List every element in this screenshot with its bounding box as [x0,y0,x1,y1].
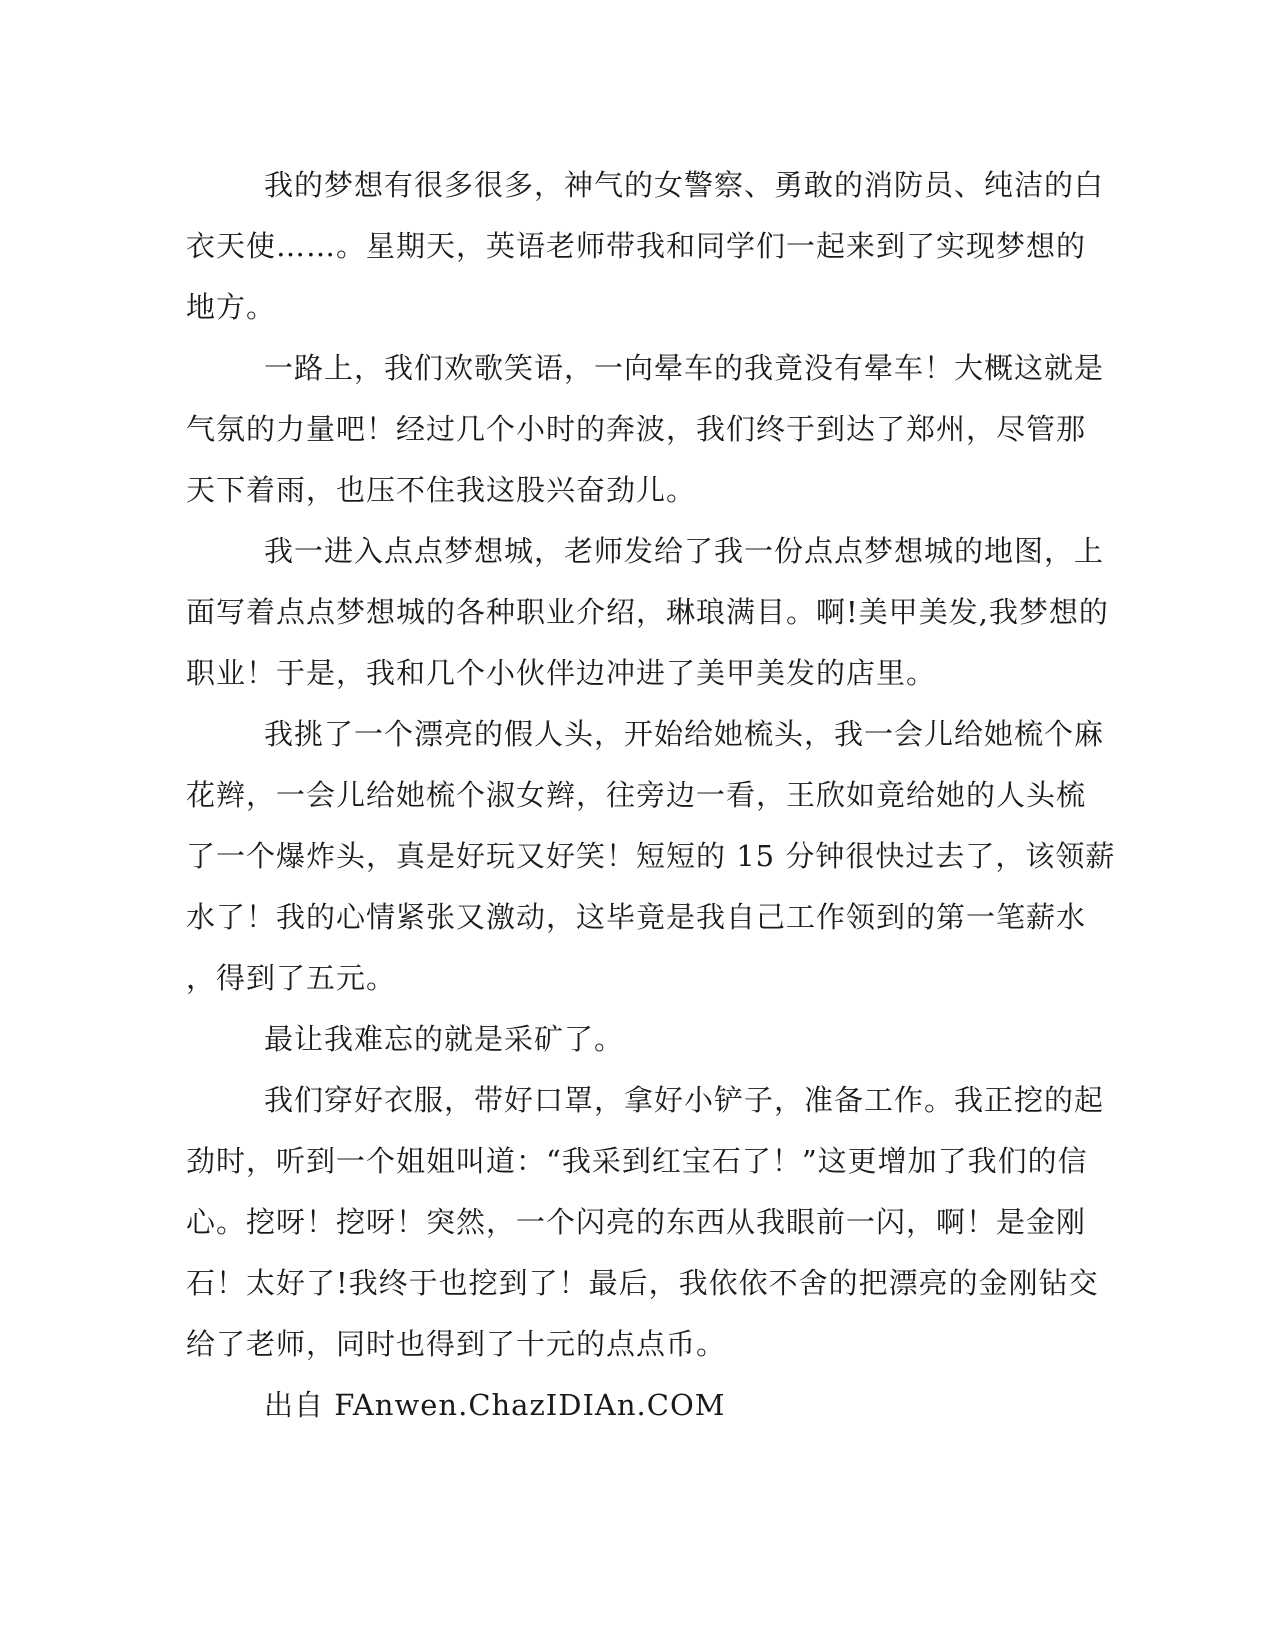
paragraph-1-line-1: 我的梦想有很多很多，神气的女警察、勇敢的消防员、纯洁的白 [264,168,1105,202]
document-body [186,166,1116,1447]
paragraph-2-line-1: 一路上，我们欢歌笑语，一向晕车的我竟没有晕车！大概这就是 [264,351,1105,385]
paragraph-4-line-2: 花辫，一会儿给她梳个淑女辫，往旁边一看，王欣如竟给她的人头梳 [186,778,1087,812]
paragraph-2-line-3: 天下着雨，也压不住我这股兴奋劲儿。 [186,473,697,507]
paragraph-6-line-2: 劲时，听到一个姐姐叫道：“我采到红宝石了！”这更增加了我们的信 [186,1144,1088,1178]
paragraph-6-line-3: 心。挖呀！挖呀！突然，一个闪亮的东西从我眼前一闪，啊！是金刚 [186,1205,1087,1239]
paragraph-4-line-5: ，得到了五元。 [186,961,397,995]
paragraph-3-line-3: 职业！于是，我和几个小伙伴边冲进了美甲美发的店里。 [186,656,937,690]
paragraph-6-line-4: 石！太好了!我终于也挖到了！最后，我依依不舍的把漂亮的金刚钻交 [186,1266,1099,1300]
paragraph-3-line-2: 面写着点点梦想城的各种职业介绍，琳琅满目。啊!美甲美发,我梦想的 [186,595,1109,629]
paragraph-4-line-4: 水了！我的心情紧张又激动，这毕竟是我自己工作领到的第一笔薪水 [186,900,1087,934]
paragraph-5-line-1: 最让我难忘的就是采矿了。 [264,1022,625,1056]
paragraph-6-line-5: 给了老师，同时也得到了十元的点点币。 [186,1327,727,1361]
paragraph-4-line-1: 我挑了一个漂亮的假人头，开始给她梳头，我一会儿给她梳个麻 [264,717,1105,751]
paragraph-1-line-3: 地方。 [186,290,277,324]
paragraph-1-line-2: 衣天使……。星期天，英语老师带我和同学们一起来到了实现梦想的 [186,229,1087,263]
source-attribution: 出自 FAnwen.ChazIDIAn.COM [264,1388,726,1422]
paragraph-4-line-3: 了一个爆炸头，真是好玩又好笑！短短的 15 分钟很快过去了，该领薪 [186,839,1116,873]
paragraph-3-line-1: 我一进入点点梦想城，老师发给了我一份点点梦想城的地图，上 [264,534,1105,568]
paragraph-2-line-2: 气氛的力量吧！经过几个小时的奔波，我们终于到达了郑州，尽管那 [186,412,1087,446]
paragraph-6-line-1: 我们穿好衣服，带好口罩，拿好小铲子，准备工作。我正挖的起 [264,1083,1105,1117]
